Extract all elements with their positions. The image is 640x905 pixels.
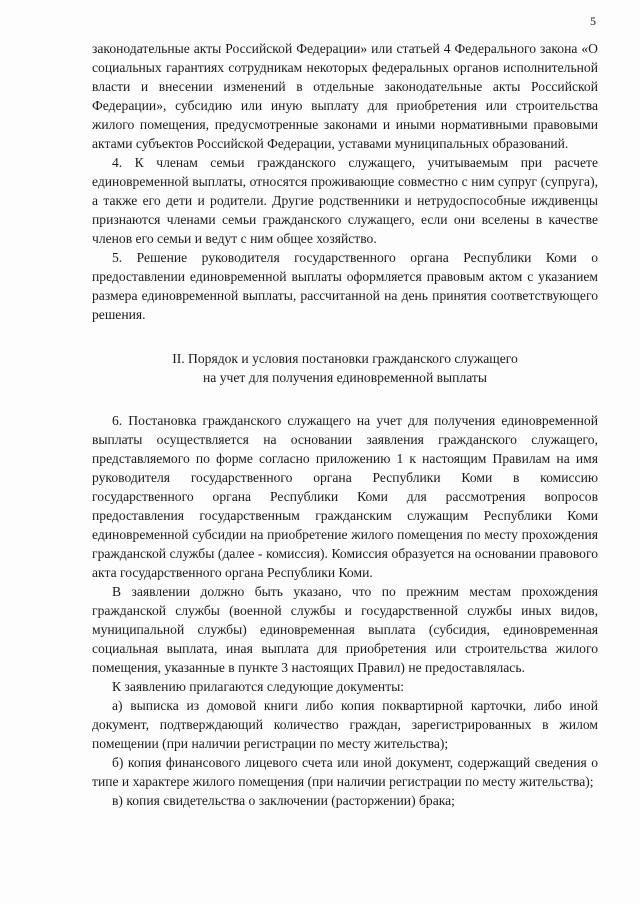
paragraph-item-5: 5. Решение руководителя государственного органа Республики Коми о предоставлении единовременной выплаты оформляется правовым актом с указанием размера единовременной выплаты, рассчитанной на день принятия соответствующего решения. xyxy=(92,250,598,322)
paragraph-item-4: 4. К членам семьи гражданского служащего, учитываемым при расчете единовременной выплаты, относятся проживающие совместно с ним супруг (супруга), а также его дети и родители. Другие родственники и нетрудоспособные иждивенцы признаются членами семьи гражданского служащего, если они вселены в качестве членов его семьи и ведут с ним общее хозяйство. xyxy=(92,155,598,246)
page-number: 5 xyxy=(590,14,596,28)
paragraph-application-content: В заявлении должно быть указано, что по прежним местам прохождения гражданской службы (военной службы и государственной службы иных видов, муниципальной службы) единовременная выплата (субсидия, единовременная социальная выплата, иная выплата для приобретения или строительства жилого помещения, указанные в пункте 3 настоящих Правил) не предоставлялась. xyxy=(92,584,598,675)
paragraph-item-6: 6. Постановка гражданского служащего на учет для получения единовременной выплаты осуществляется на основании заявления гражданского служащего, представляемого по форме согласно приложению 1 к настоящим Правилам на имя руководителя государственного органа Республики Коми в комиссию государственного органа Республики Коми для рассмотрения вопросов предоставления государственным гражданским служащим Республики Коми единовременной субсидии на приобретение жилого помещения по месту прохождения гражданской службы (далее - комиссия). Комиссия образуется на основании правового акта государственного органа Республики Коми. xyxy=(92,413,598,580)
list-item-b: б) копия финансового лицевого счета или иной документ, содержащий сведения о типе и характере жилого помещения (при наличии регистрации по месту жительства); xyxy=(92,755,598,789)
paragraph-documents-intro: К заявлению прилагаются следующие документы: xyxy=(112,679,405,694)
list-item-v: в) копия свидетельства о заключении (расторжении) брака; xyxy=(112,793,455,808)
list-item-a: а) выписка из домовой книги либо копия поквартирной карточки, либо иной документ, подтверждающий количество граждан, зарегистрированных в жилом помещении (при наличии регистрации по месту жительства); xyxy=(92,698,598,751)
document-body xyxy=(92,39,598,810)
section-heading-line-2: на учет для получения единовременной выплаты xyxy=(203,370,487,385)
section-heading-line-1: II. Порядок и условия постановки гражданского служащего xyxy=(172,351,518,366)
section-heading xyxy=(92,349,598,387)
paragraph-continuation: законодательные акты Российской Федерации» или статьей 4 Федерального закона «О социальных гарантиях сотрудникам некоторых федеральных органов исполнительной власти и внесении изменений в отдельные законодательные акты Российской Федерации», субсидию или иную выплату для приобретения или строительства жилого помещения, предусмотренные законами и иными нормативными правовыми актами субъектов Российской Федерации, уставами муниципальных образований. xyxy=(92,41,598,151)
